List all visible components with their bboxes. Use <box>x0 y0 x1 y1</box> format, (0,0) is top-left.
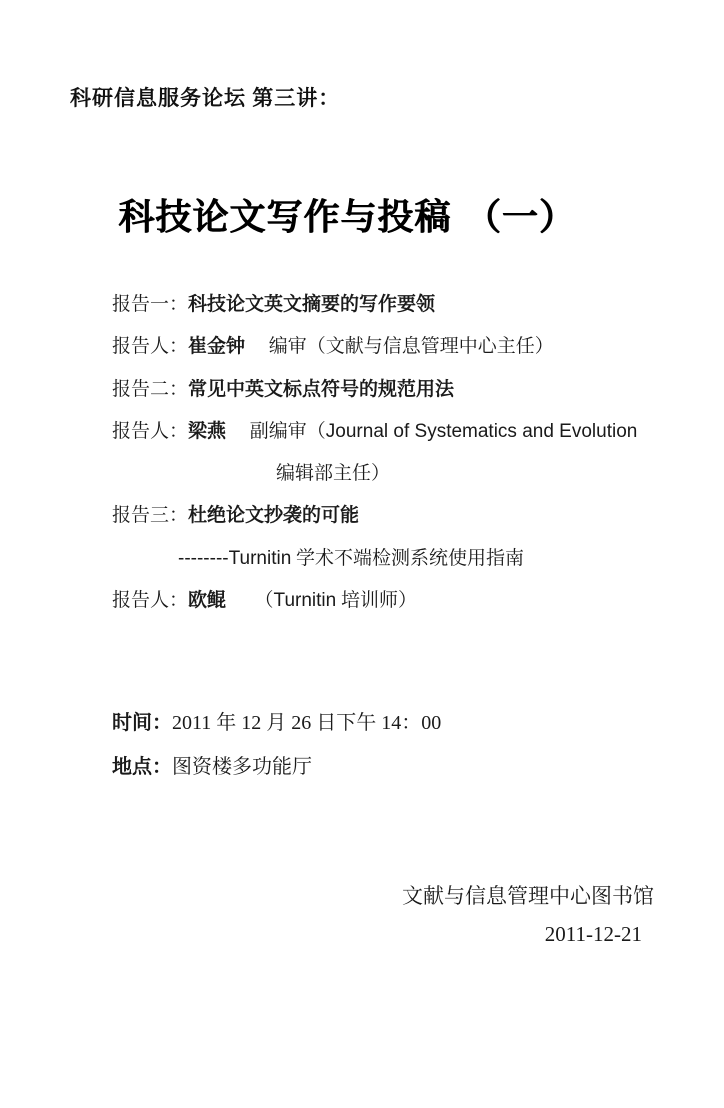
event-info <box>112 701 441 789</box>
speaker-2-line <box>112 411 684 453</box>
speaker-1-label: 报告人： <box>112 336 189 358</box>
speaker-1-name: 崔金钟 <box>188 336 246 358</box>
speaker-1-role: 编审（文献与信息管理中心主任） <box>245 336 554 358</box>
report-3-subtitle-line <box>112 538 684 580</box>
speaker-3-en: Turnitin <box>273 590 337 612</box>
document-title: 科技论文写作与投稿 （一） <box>118 196 576 238</box>
report-2-topic: 常见中英文标点符号的规范用法 <box>188 378 455 400</box>
report-1-topic: 科技论文英文摘要的写作要领 <box>188 294 436 315</box>
report-list <box>112 284 684 622</box>
speaker-2-label: 报告人： <box>112 420 189 442</box>
report-3-label: 报告三： <box>112 505 189 527</box>
speaker-2-role-continuation <box>112 453 684 495</box>
place-label: 地点： <box>112 756 172 778</box>
report-1-label: 报告一： <box>112 294 189 315</box>
speaker-3-name: 欧鲲 <box>188 590 227 612</box>
speaker-3-paren: （ <box>226 590 274 612</box>
speaker-2-role: 副编审（ <box>226 420 326 442</box>
report-2-label: 报告二： <box>112 378 189 400</box>
speaker-3-line <box>112 580 684 622</box>
speaker-2-name: 梁燕 <box>188 420 227 442</box>
report-3-line <box>112 495 684 537</box>
document-header: 科研信息服务论坛 第三讲： <box>70 86 341 110</box>
event-place-line <box>112 745 441 789</box>
time-label: 时间： <box>112 712 172 734</box>
speaker-3-tail: 培训师） <box>336 590 417 612</box>
report-2-line <box>112 369 684 411</box>
report-3-subtitle-cjk: 学术不端检测系统使用指南 <box>291 547 525 569</box>
report-3-subtitle-en: --------Turnitin <box>178 547 292 569</box>
time-value: 2011 年 12 月 26 日下午 14：00 <box>172 712 442 734</box>
report-1-line <box>112 284 684 326</box>
report-3-topic: 杜绝论文抄袭的可能 <box>188 505 360 527</box>
event-time-line <box>112 701 441 745</box>
speaker-1-line <box>112 326 684 368</box>
footer-organization: 文献与信息管理中心图书馆 <box>402 884 654 908</box>
speaker-3-label: 报告人： <box>112 590 189 612</box>
footer-date: 2011-12-21 <box>544 922 642 946</box>
speaker-2-role-cont-text: 编辑部主任） <box>275 463 390 485</box>
place-value: 图资楼多功能厅 <box>172 756 312 778</box>
speaker-2-journal-name: Journal of Systematics and Evolution <box>325 420 638 442</box>
